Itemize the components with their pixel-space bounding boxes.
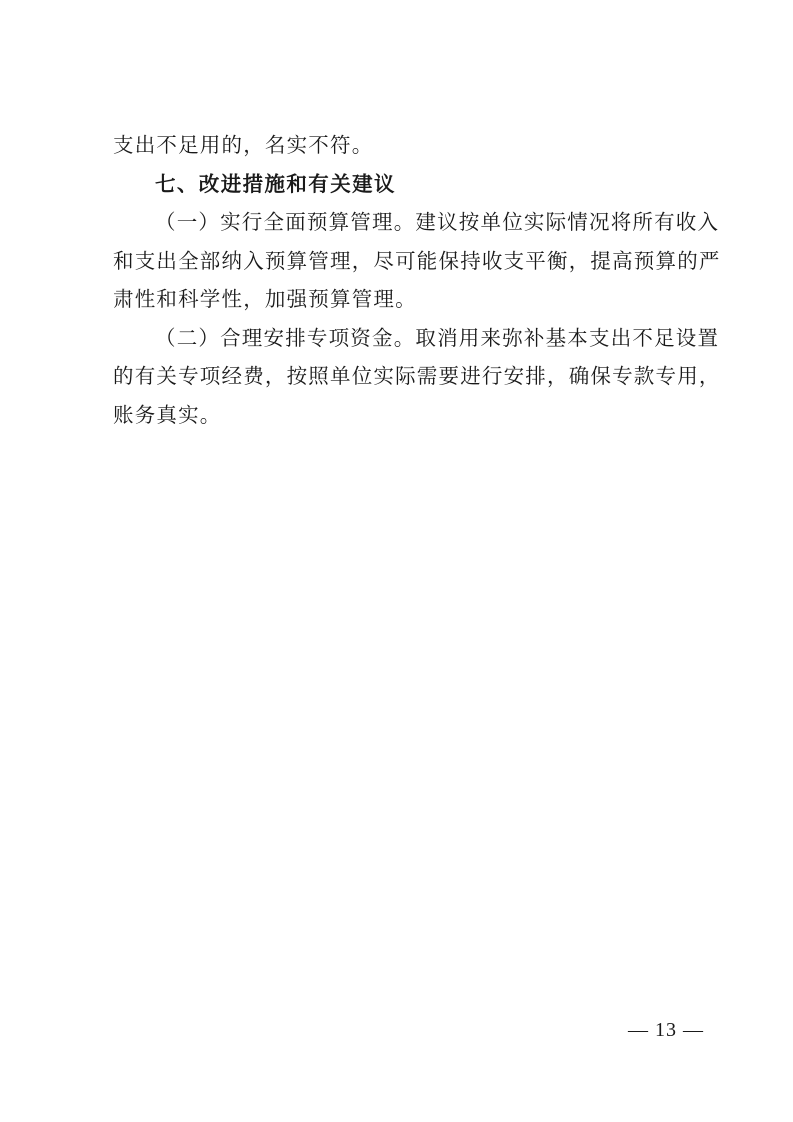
document-body	[113, 126, 721, 434]
paragraph-line: （二）合理安排专项资金。取消用来弥补基本支出不足设置	[155, 325, 720, 350]
paragraph-line: 肃性和科学性，加强预算管理。	[113, 287, 417, 311]
paragraph-line: 账务真实。	[113, 402, 222, 427]
paragraph-line: 支出不足用的，名实不符。	[113, 133, 374, 157]
paragraph-line: （一）实行全面预算管理。建议按单位实际情况将所有收入	[155, 210, 720, 234]
paragraph-line: 的有关专项经费，按照单位实际需要进行安排，确保专款专用，	[113, 364, 721, 388]
section-heading: 七、改进措施和有关建议	[155, 171, 396, 196]
page-number: — 13 —	[628, 1019, 704, 1041]
paragraph-line: 和支出全部纳入预算管理，尽可能保持收支平衡，提高预算的严	[113, 248, 721, 273]
